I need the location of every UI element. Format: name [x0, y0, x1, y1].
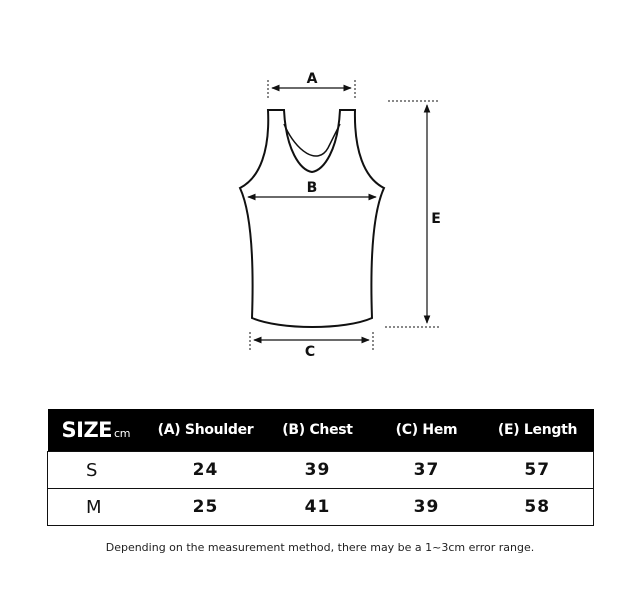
row-hem: 39 — [372, 489, 482, 526]
row-size: S — [48, 452, 148, 489]
dim-c-label: C — [304, 344, 316, 360]
table-row — [48, 452, 594, 489]
header-size-label: SIZE — [61, 418, 113, 442]
table-header-row — [48, 409, 594, 452]
header-shoulder: (A) Shoulder — [148, 409, 264, 452]
table-row — [48, 489, 594, 526]
dim-b-label: B — [306, 180, 318, 196]
dim-a-label: A — [306, 71, 318, 87]
row-length: 57 — [482, 452, 594, 489]
tank-top-outline — [240, 110, 384, 327]
row-shoulder: 24 — [148, 452, 264, 489]
footnote: Depending on the measurement method, there may be a 1~3cm error range. — [105, 541, 535, 554]
size-table — [47, 409, 594, 526]
header-chest: (B) Chest — [264, 409, 372, 452]
header-size — [48, 409, 148, 452]
row-chest: 41 — [264, 489, 372, 526]
row-chest: 39 — [264, 452, 372, 489]
row-length: 58 — [482, 489, 594, 526]
row-size: M — [48, 489, 148, 526]
header-hem: (C) Hem — [372, 409, 482, 452]
dim-e-label: E — [431, 211, 441, 227]
header-size-unit: cm — [114, 427, 131, 440]
row-hem: 37 — [372, 452, 482, 489]
row-shoulder: 25 — [148, 489, 264, 526]
header-length: (E) Length — [482, 409, 594, 452]
